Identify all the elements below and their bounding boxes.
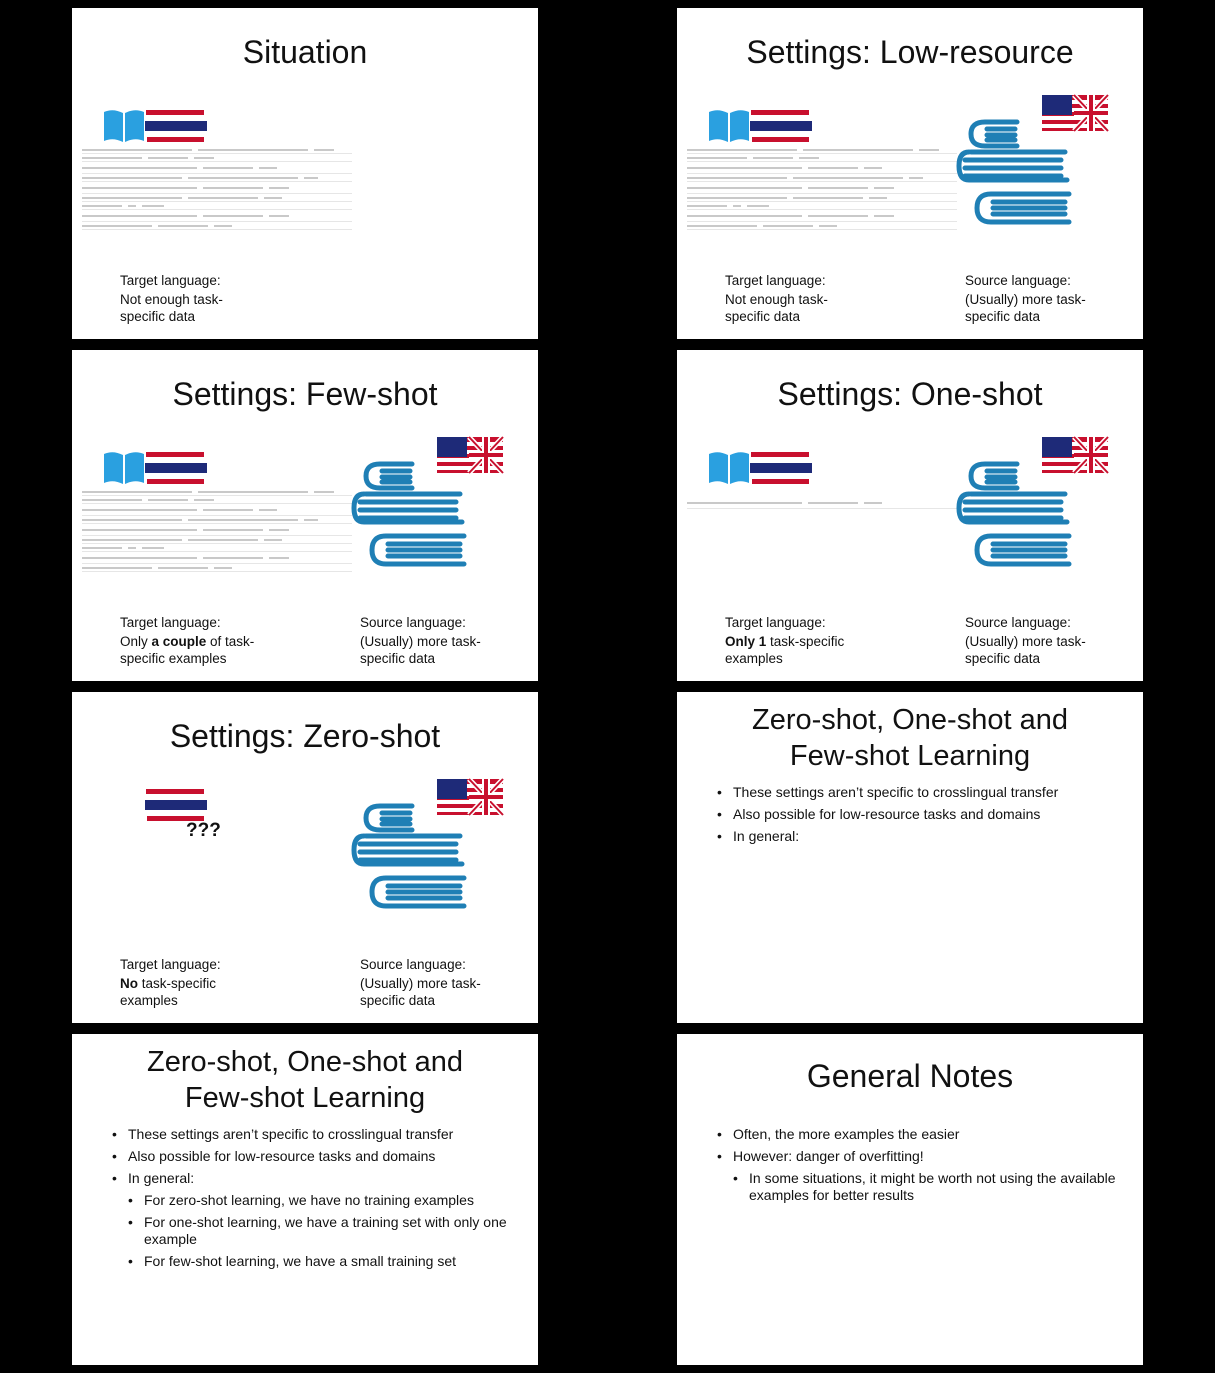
slide-title <box>677 702 1143 774</box>
source-label: Source language: <box>965 273 1071 288</box>
source-text: (Usually) more task-specific data <box>360 634 481 666</box>
target-post: task-specific examples <box>120 976 217 1008</box>
title-line-2: Few-shot Learning <box>789 740 1031 772</box>
target-bold: a couple <box>151 634 207 649</box>
us-uk-flag-icon <box>437 437 503 473</box>
source-label: Source language: <box>360 957 466 972</box>
slide-5 <box>5 689 605 1026</box>
open-book-icon <box>707 450 751 486</box>
slide-6 <box>610 689 1210 1026</box>
target-caption <box>120 272 245 325</box>
us-uk-flag-icon <box>1042 437 1108 473</box>
target-post: task-specific examples <box>725 634 845 666</box>
slide-1 <box>5 5 605 342</box>
sub-bullet-item: • For one-shot learning, we have a training set with only one example <box>128 1214 518 1248</box>
open-book-icon <box>707 108 751 144</box>
target-label: Target language: <box>725 273 826 288</box>
source-label: Source language: <box>965 615 1071 630</box>
sub-bullet-item: • For zero-shot learning, we have no training examples <box>128 1192 518 1209</box>
source-caption <box>965 272 1100 325</box>
slide-2 <box>610 5 1210 342</box>
target-label: Target language: <box>120 615 221 630</box>
title-line-1: Zero-shot, One-shot and <box>752 704 1068 736</box>
slide-title: Settings: Few-shot <box>172 376 438 412</box>
slide-title: Settings: Low-resource <box>746 34 1074 70</box>
dataset-table <box>82 146 352 230</box>
slide-8 <box>610 1031 1210 1368</box>
slide-title: Situation <box>242 34 368 70</box>
target-pre: Only <box>120 634 152 649</box>
source-caption <box>360 614 495 667</box>
target-text: Not enough task-specific data <box>120 292 223 324</box>
sub-bullet-item: • For few-shot learning, we have a small training set <box>128 1253 518 1270</box>
book-stack-icon <box>352 460 477 575</box>
target-bold: Only 1 <box>725 634 767 649</box>
target-caption <box>120 614 270 667</box>
open-book-icon <box>102 450 146 486</box>
bullet-item: • Also possible for low-resource tasks and domains <box>112 1148 518 1165</box>
thai-flag-icon <box>749 451 813 485</box>
dataset-table <box>82 488 352 572</box>
source-text: (Usually) more task-specific data <box>965 292 1086 324</box>
book-stack-icon <box>957 118 1082 233</box>
us-uk-flag-icon <box>1042 95 1108 131</box>
bullet-list <box>112 1126 518 1275</box>
dataset-table <box>687 146 957 230</box>
bullet-list <box>717 784 1123 850</box>
source-text: (Usually) more task-specific data <box>965 634 1086 666</box>
dataset-table <box>687 497 957 509</box>
bullet-item: • However: danger of overfitting! <box>717 1148 1123 1165</box>
target-caption <box>120 956 245 1009</box>
book-stack-icon <box>957 460 1082 575</box>
source-label: Source language: <box>360 615 466 630</box>
source-caption <box>360 956 495 1009</box>
target-caption <box>725 272 850 325</box>
title-line-1: Zero-shot, One-shot and <box>147 1046 463 1078</box>
sub-bullet-item: • In some situations, it might be worth not using the available examples for better results <box>733 1170 1123 1204</box>
slide-title: Settings: One-shot <box>777 376 1043 412</box>
bullet-item: • In general: <box>717 828 1123 845</box>
slide-title <box>72 1044 538 1116</box>
slide-title: Settings: Zero-shot <box>169 718 441 754</box>
target-bold: No <box>120 976 138 991</box>
thai-flag-icon <box>144 109 208 143</box>
thai-flag-icon <box>144 788 208 822</box>
thai-flag-icon <box>749 109 813 143</box>
slide-4 <box>610 347 1210 684</box>
title-line-2: Few-shot Learning <box>184 1082 426 1114</box>
target-text: Not enough task-specific data <box>725 292 828 324</box>
slide-title: General Notes <box>806 1058 1014 1094</box>
source-caption <box>965 614 1100 667</box>
target-label: Target language: <box>120 957 221 972</box>
thai-flag-icon <box>144 451 208 485</box>
bullet-item: • In general: <box>112 1170 518 1187</box>
bullet-item: • Also possible for low-resource tasks and domains <box>717 806 1123 823</box>
us-uk-flag-icon <box>437 779 503 815</box>
bullet-list <box>717 1126 1123 1209</box>
bullet-item: • These settings aren’t specific to crosslingual transfer <box>717 784 1123 801</box>
book-stack-icon <box>352 802 477 917</box>
source-text: (Usually) more task-specific data <box>360 976 481 1008</box>
open-book-icon <box>102 108 146 144</box>
target-label: Target language: <box>725 615 826 630</box>
target-post: of task-specific examples <box>120 634 255 666</box>
slide-7 <box>5 1031 605 1368</box>
slide-3 <box>5 347 605 684</box>
unknown-mark: ??? <box>186 820 221 841</box>
bullet-item: • Often, the more examples the easier <box>717 1126 1123 1143</box>
bullet-item: • These settings aren’t specific to crosslingual transfer <box>112 1126 518 1143</box>
target-label: Target language: <box>120 273 221 288</box>
target-caption <box>725 614 875 667</box>
